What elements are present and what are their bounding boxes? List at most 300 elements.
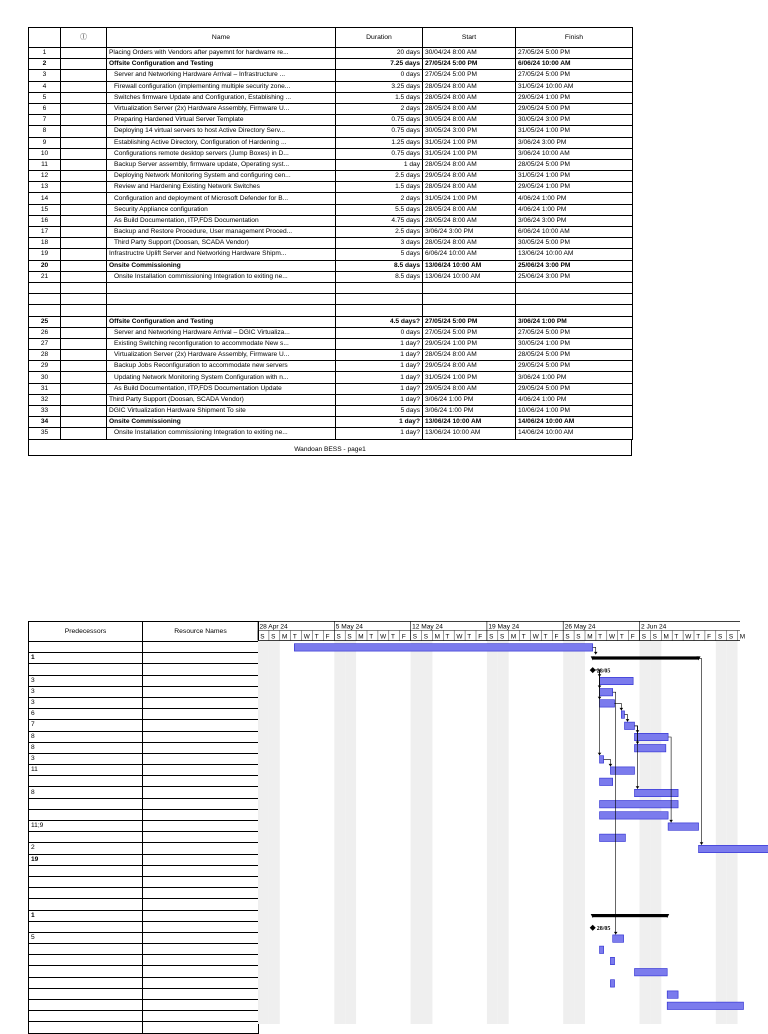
task-predecessors	[29, 1022, 143, 1033]
task-info	[61, 103, 107, 114]
task-duration: 2 days	[336, 193, 423, 204]
task-resources	[143, 944, 259, 955]
task-predecessors	[29, 921, 143, 932]
table-row[interactable]	[29, 215, 633, 226]
task-id	[29, 282, 61, 293]
task-resources	[143, 1022, 259, 1033]
task-info	[61, 148, 107, 159]
task-start: 29/05/24 8:00 AM	[423, 171, 516, 182]
day-tick-label: S	[412, 633, 418, 641]
day-tick-label: F	[401, 633, 406, 641]
task-finish: 25/06/24 3:00 PM	[516, 271, 633, 282]
table-row[interactable]	[29, 260, 633, 271]
predecessor-row[interactable]	[29, 653, 259, 664]
table-row[interactable]	[29, 406, 633, 417]
predecessor-row[interactable]	[29, 921, 259, 932]
table-row[interactable]	[29, 137, 633, 148]
task-finish: 28/05/24 5:00 PM	[516, 350, 633, 361]
task-resources	[143, 832, 259, 843]
dependency-arrow	[614, 932, 618, 935]
task-info	[61, 81, 107, 92]
task-resources	[143, 697, 259, 708]
task-bar[interactable]	[610, 980, 614, 987]
task-info	[61, 294, 107, 305]
task-bar[interactable]	[294, 644, 592, 651]
task-name: Virtualization Server (2x) Hardware Assembly, Firmware U...	[107, 103, 336, 114]
table-row[interactable]	[29, 148, 633, 159]
task-start	[423, 294, 516, 305]
table-row[interactable]	[29, 115, 633, 126]
predecessor-row[interactable]	[29, 753, 259, 764]
table-row[interactable]	[29, 327, 633, 338]
table-row[interactable]	[29, 394, 633, 405]
task-id: 31	[29, 383, 61, 394]
task-bar[interactable]	[610, 767, 634, 774]
task-duration: 1 day?	[336, 417, 423, 428]
predecessor-row[interactable]	[29, 1011, 259, 1022]
task-info	[61, 215, 107, 226]
day-tick-label: T	[314, 633, 319, 641]
task-bar[interactable]	[600, 689, 613, 696]
task-duration: 3 days	[336, 238, 423, 249]
task-duration: 1 day	[336, 159, 423, 170]
task-id: 30	[29, 372, 61, 383]
gantt-timeline	[258, 621, 746, 1024]
day-tick-label: M	[663, 633, 669, 641]
predecessor-row[interactable]	[29, 1000, 259, 1011]
task-duration: 0.75 days	[336, 115, 423, 126]
table-row[interactable]	[29, 417, 633, 428]
task-duration: 5 days	[336, 249, 423, 260]
dependency-link	[668, 737, 671, 822]
task-id: 35	[29, 428, 61, 439]
task-name: Backup Jobs Reconfiguration to accommodate new servers	[107, 361, 336, 372]
day-tick-label: W	[303, 633, 310, 641]
task-name: Configurations remote desktop servers (Jump Boxes) in D...	[107, 148, 336, 159]
table-row[interactable]	[29, 282, 633, 293]
task-bar[interactable]	[610, 957, 614, 964]
predecessor-row[interactable]	[29, 798, 259, 809]
day-tick-label: S	[260, 633, 265, 641]
table-row[interactable]	[29, 305, 633, 316]
task-finish: 29/05/24 5:00 PM	[516, 383, 633, 394]
task-finish: 31/05/24 10:00 AM	[516, 81, 633, 92]
task-bar[interactable]	[668, 823, 698, 830]
predecessor-row[interactable]	[29, 731, 259, 742]
task-predecessors: 2	[29, 843, 143, 854]
id-column-header[interactable]	[29, 28, 61, 48]
weekend-shade	[487, 641, 498, 1025]
task-name: As Build Documentation, ITP,FDS Documentation	[107, 215, 336, 226]
weekend-shade	[574, 641, 585, 1025]
day-tick-label: T	[369, 633, 374, 641]
task-start: 27/05/24 5:00 PM	[423, 327, 516, 338]
task-id: 34	[29, 417, 61, 428]
predecessor-row[interactable]	[29, 966, 259, 977]
task-resources	[143, 876, 259, 887]
predecessor-row[interactable]	[29, 776, 259, 787]
table-row[interactable]	[29, 227, 633, 238]
task-info	[61, 260, 107, 271]
task-start: 29/05/24 8:00 AM	[423, 361, 516, 372]
task-resources	[143, 798, 259, 809]
task-id	[29, 305, 61, 316]
day-tick-label: F	[630, 633, 635, 641]
predecessor-row[interactable]	[29, 899, 259, 910]
task-bar[interactable]	[600, 812, 669, 819]
task-start: 27/05/24 5:00 PM	[423, 316, 516, 327]
table-row[interactable]	[29, 271, 633, 282]
task-info	[61, 372, 107, 383]
task-start: 31/05/24 1:00 PM	[423, 193, 516, 204]
predecessor-row[interactable]	[29, 697, 259, 708]
predecessor-row[interactable]	[29, 742, 259, 753]
task-start: 31/05/24 1:00 PM	[423, 372, 516, 383]
table-row[interactable]	[29, 182, 633, 193]
task-resources	[143, 966, 259, 977]
week-tick-label: 2 Jun 24	[641, 623, 667, 631]
gantt-chart-page-2	[28, 621, 746, 1024]
task-bar[interactable]	[600, 801, 679, 808]
day-tick-label: S	[641, 633, 646, 641]
table-row[interactable]	[29, 372, 633, 383]
task-id: 33	[29, 406, 61, 417]
task-predecessors	[29, 776, 143, 787]
weekend-shade	[345, 641, 356, 1025]
table-row[interactable]	[29, 294, 633, 305]
task-id: 3	[29, 70, 61, 81]
task-name: Server and Networking Hardware Arrival – DGIC Virtualiza...	[107, 327, 336, 338]
milestone-label: 28/05	[596, 926, 611, 933]
day-tick-label: M	[587, 633, 593, 641]
table-row[interactable]	[29, 92, 633, 103]
task-predecessors	[29, 888, 143, 899]
task-start: 27/05/24 5:00 PM	[423, 59, 516, 70]
task-info	[61, 159, 107, 170]
task-resources	[143, 787, 259, 798]
predecessor-row[interactable]	[29, 944, 259, 955]
day-tick-label: M	[358, 633, 364, 641]
name-column-header[interactable]: Name	[107, 28, 336, 48]
task-duration: 5.5 days	[336, 204, 423, 215]
task-duration: 1.5 days	[336, 92, 423, 103]
task-id: 12	[29, 171, 61, 182]
task-resources	[143, 1011, 259, 1022]
task-id: 19	[29, 249, 61, 260]
task-start: 28/05/24 8:00 AM	[423, 159, 516, 170]
task-bar[interactable]	[600, 778, 613, 785]
task-name: Virtualization Server (2x) Hardware Assembly, Firmware U...	[107, 350, 336, 361]
table-row[interactable]	[29, 159, 633, 170]
task-name	[107, 282, 336, 293]
dependency-arrow	[636, 786, 640, 789]
task-info	[61, 171, 107, 182]
predecessors-column-header[interactable]: Predecessors	[29, 622, 143, 642]
table-row[interactable]	[29, 383, 633, 394]
start-column-header[interactable]: Start	[423, 28, 516, 48]
day-tick-label: T	[292, 633, 297, 641]
task-bar[interactable]	[635, 969, 668, 976]
day-tick-label: T	[598, 633, 603, 641]
task-id: 17	[29, 227, 61, 238]
task-resources	[143, 686, 259, 697]
task-resources	[143, 809, 259, 820]
table-row[interactable]	[29, 193, 633, 204]
task-bar[interactable]	[635, 733, 669, 740]
predecessor-row[interactable]	[29, 932, 259, 943]
table-row[interactable]	[29, 238, 633, 249]
table-row[interactable]	[29, 81, 633, 92]
task-resources	[143, 888, 259, 899]
table-row[interactable]	[29, 338, 633, 349]
table-row[interactable]	[29, 126, 633, 137]
task-id: 8	[29, 126, 61, 137]
task-predecessors	[29, 809, 143, 820]
task-resources	[143, 1000, 259, 1011]
task-id: 25	[29, 316, 61, 327]
task-predecessors	[29, 832, 143, 843]
task-name: Security Appliance configuration	[107, 204, 336, 215]
task-info	[61, 115, 107, 126]
table-row[interactable]	[29, 70, 633, 81]
dependency-link	[593, 670, 600, 755]
table-row[interactable]	[29, 59, 633, 70]
task-finish: 3/06/24 1:00 PM	[516, 372, 633, 383]
task-id: 15	[29, 204, 61, 215]
information-icon[interactable]: Ⓘ	[61, 28, 107, 48]
task-duration: 0.75 days	[336, 148, 423, 159]
task-bar[interactable]	[600, 677, 634, 684]
task-start: 13/06/24 10:00 AM	[423, 417, 516, 428]
table-row[interactable]	[29, 428, 633, 439]
task-resources	[143, 910, 259, 921]
task-finish: 6/06/24 10:00 AM	[516, 59, 633, 70]
task-info	[61, 361, 107, 372]
table-header-row	[29, 28, 633, 48]
dependency-arrow	[669, 820, 673, 823]
weekend-shade	[650, 641, 661, 1025]
task-bar[interactable]	[613, 935, 624, 942]
task-resources	[143, 664, 259, 675]
day-tick-label: W	[456, 633, 463, 641]
predecessor-row[interactable]	[29, 832, 259, 843]
day-tick-label: W	[609, 633, 616, 641]
predecessor-row[interactable]	[29, 888, 259, 899]
dependency-arrow	[620, 708, 624, 711]
predecessor-row[interactable]	[29, 988, 259, 999]
task-predecessors: 5	[29, 932, 143, 943]
task-finish: 31/05/24 1:00 PM	[516, 126, 633, 137]
task-id: 32	[29, 394, 61, 405]
day-tick-label: T	[619, 633, 624, 641]
day-tick-label: S	[336, 633, 341, 641]
table-row[interactable]	[29, 350, 633, 361]
predecessor-row[interactable]	[29, 910, 259, 921]
task-duration: 1 day?	[336, 372, 423, 383]
milestone-marker[interactable]	[590, 925, 596, 931]
week-tick-label: 19 May 24	[488, 623, 520, 631]
task-bar[interactable]	[625, 722, 635, 729]
task-predecessors	[29, 988, 143, 999]
task-info	[61, 193, 107, 204]
task-duration: 2.5 days	[336, 171, 423, 182]
task-name: Review and Hardening Existing Network Switches	[107, 182, 336, 193]
task-start: 6/06/24 10:00 AM	[423, 249, 516, 260]
week-tick-label: 5 May 24	[335, 623, 363, 631]
day-tick-label: W	[532, 633, 539, 641]
task-duration	[336, 305, 423, 316]
finish-column-header[interactable]: Finish	[516, 28, 633, 48]
predecessor-row[interactable]	[29, 821, 259, 832]
table-row[interactable]	[29, 103, 633, 114]
task-id: 18	[29, 238, 61, 249]
task-duration: 4.5 days?	[336, 316, 423, 327]
task-finish: 3/06/24 10:00 AM	[516, 148, 633, 159]
task-name: Third Party Support (Doosan, SCADA Vendor)	[107, 238, 336, 249]
summary-bar[interactable]	[593, 914, 667, 917]
milestone-label: 28/05	[596, 668, 611, 675]
task-predecessors: 3	[29, 675, 143, 686]
task-predecessors: 8	[29, 731, 143, 742]
table-row[interactable]	[29, 171, 633, 182]
day-tick-label: S	[500, 633, 505, 641]
table-row[interactable]	[29, 204, 633, 215]
task-bar[interactable]	[600, 834, 626, 841]
task-name: Establishing Active Directory, Configuration of Hardening ...	[107, 137, 336, 148]
weekend-shade	[640, 641, 651, 1025]
summary-bar[interactable]	[593, 656, 699, 659]
predecessor-row[interactable]	[29, 642, 259, 653]
task-info	[61, 92, 107, 103]
task-info	[61, 137, 107, 148]
predecessor-row[interactable]	[29, 843, 259, 854]
task-predecessors	[29, 944, 143, 955]
task-predecessors	[29, 899, 143, 910]
day-tick-label: F	[554, 633, 559, 641]
task-start: 28/05/24 8:00 AM	[423, 182, 516, 193]
predecessor-row[interactable]	[29, 675, 259, 686]
task-id: 16	[29, 215, 61, 226]
task-predecessors: 11;9	[29, 821, 143, 832]
task-predecessors	[29, 977, 143, 988]
task-bar[interactable]	[635, 745, 666, 752]
predecessor-row[interactable]	[29, 720, 259, 731]
task-id: 14	[29, 193, 61, 204]
task-start	[423, 282, 516, 293]
task-id: 21	[29, 271, 61, 282]
task-start: 28/05/24 8:00 AM	[423, 238, 516, 249]
task-name	[107, 305, 336, 316]
task-bar[interactable]	[600, 756, 604, 763]
predecessor-row[interactable]	[29, 664, 259, 675]
task-resources	[143, 977, 259, 988]
task-id: 1	[29, 48, 61, 59]
predecessor-row[interactable]	[29, 876, 259, 887]
task-bar[interactable]	[667, 991, 678, 998]
task-finish: 27/05/24 5:00 PM	[516, 327, 633, 338]
day-tick-label: T	[521, 633, 526, 641]
task-info	[61, 282, 107, 293]
task-bar[interactable]	[699, 845, 768, 852]
task-duration: 0 days	[336, 70, 423, 81]
task-bar[interactable]	[600, 946, 604, 953]
task-duration: 1 day?	[336, 338, 423, 349]
day-tick-label: T	[445, 633, 450, 641]
predecessor-row[interactable]	[29, 955, 259, 966]
resource-names-column-header[interactable]: Resource Names	[143, 622, 259, 642]
predecessor-row[interactable]	[29, 854, 259, 865]
task-id: 5	[29, 92, 61, 103]
task-id: 2	[29, 59, 61, 70]
duration-column-header[interactable]: Duration	[336, 28, 423, 48]
dependency-arrow	[598, 753, 602, 756]
task-name: Configuration and deployment of Microsoft Defender for B...	[107, 193, 336, 204]
task-duration: 1.25 days	[336, 137, 423, 148]
predecessor-row[interactable]	[29, 787, 259, 798]
task-info	[61, 428, 107, 439]
task-finish: 4/06/24 1:00 PM	[516, 193, 633, 204]
day-tick-label: T	[391, 633, 395, 641]
day-tick-label: S	[652, 633, 657, 641]
predecessor-table	[28, 621, 259, 1034]
task-predecessors: 1	[29, 910, 143, 921]
task-bar[interactable]	[635, 789, 679, 796]
task-start: 28/05/24 8:00 AM	[423, 215, 516, 226]
task-name: Offsite Configuration and Testing	[107, 59, 336, 70]
task-predecessors: 1	[29, 653, 143, 664]
task-predecessors: 6	[29, 709, 143, 720]
table-row[interactable]	[29, 48, 633, 59]
task-name: Preparing Hardened Virtual Server Template	[107, 115, 336, 126]
predecessor-row[interactable]	[29, 765, 259, 776]
predecessor-row[interactable]	[29, 977, 259, 988]
task-name: Firewall configuration (implementing multiple security zone...	[107, 81, 336, 92]
table-row[interactable]	[29, 316, 633, 327]
task-finish: 31/05/24 1:00 PM	[516, 171, 633, 182]
task-duration: 7.25 days	[336, 59, 423, 70]
task-name: Updating Network Monitoring System Configuration with n...	[107, 372, 336, 383]
task-start: 28/05/24 8:00 AM	[423, 204, 516, 215]
predecessor-row[interactable]	[29, 809, 259, 820]
task-name: Onsite Commissioning	[107, 417, 336, 428]
task-bar[interactable]	[600, 700, 615, 707]
table-row[interactable]	[29, 249, 633, 260]
task-start: 13/06/24 10:00 AM	[423, 428, 516, 439]
predecessor-row[interactable]	[29, 709, 259, 720]
task-predecessors: 3	[29, 753, 143, 764]
predecessor-row[interactable]	[29, 865, 259, 876]
task-name: Server and Networking Hardware Arrival – Infrastructure ...	[107, 70, 336, 81]
task-name: DGIC Virtualization Hardware Shipment To site	[107, 406, 336, 417]
task-finish: 29/05/24 1:00 PM	[516, 182, 633, 193]
task-finish: 25/06/24 3:00 PM	[516, 260, 633, 271]
predecessor-row[interactable]	[29, 686, 259, 697]
task-start: 30/05/24 8:00 AM	[423, 115, 516, 126]
task-id: 6	[29, 103, 61, 114]
task-bar[interactable]	[667, 1002, 743, 1009]
task-resources	[143, 821, 259, 832]
task-id: 20	[29, 260, 61, 271]
task-bar[interactable]	[621, 711, 624, 718]
page-footer: Wandoan BESS - page1	[28, 445, 632, 456]
task-start: 13/06/24 10:00 AM	[423, 271, 516, 282]
table-row[interactable]	[29, 361, 633, 372]
day-tick-label: F	[478, 633, 483, 641]
task-name: Deploying Network Monitoring System and configuring cen...	[107, 171, 336, 182]
task-name: Placing Orders with Vendors after payemnt for hardwarre re...	[107, 48, 336, 59]
task-duration: 20 days	[336, 48, 423, 59]
predecessor-row[interactable]	[29, 1022, 259, 1033]
